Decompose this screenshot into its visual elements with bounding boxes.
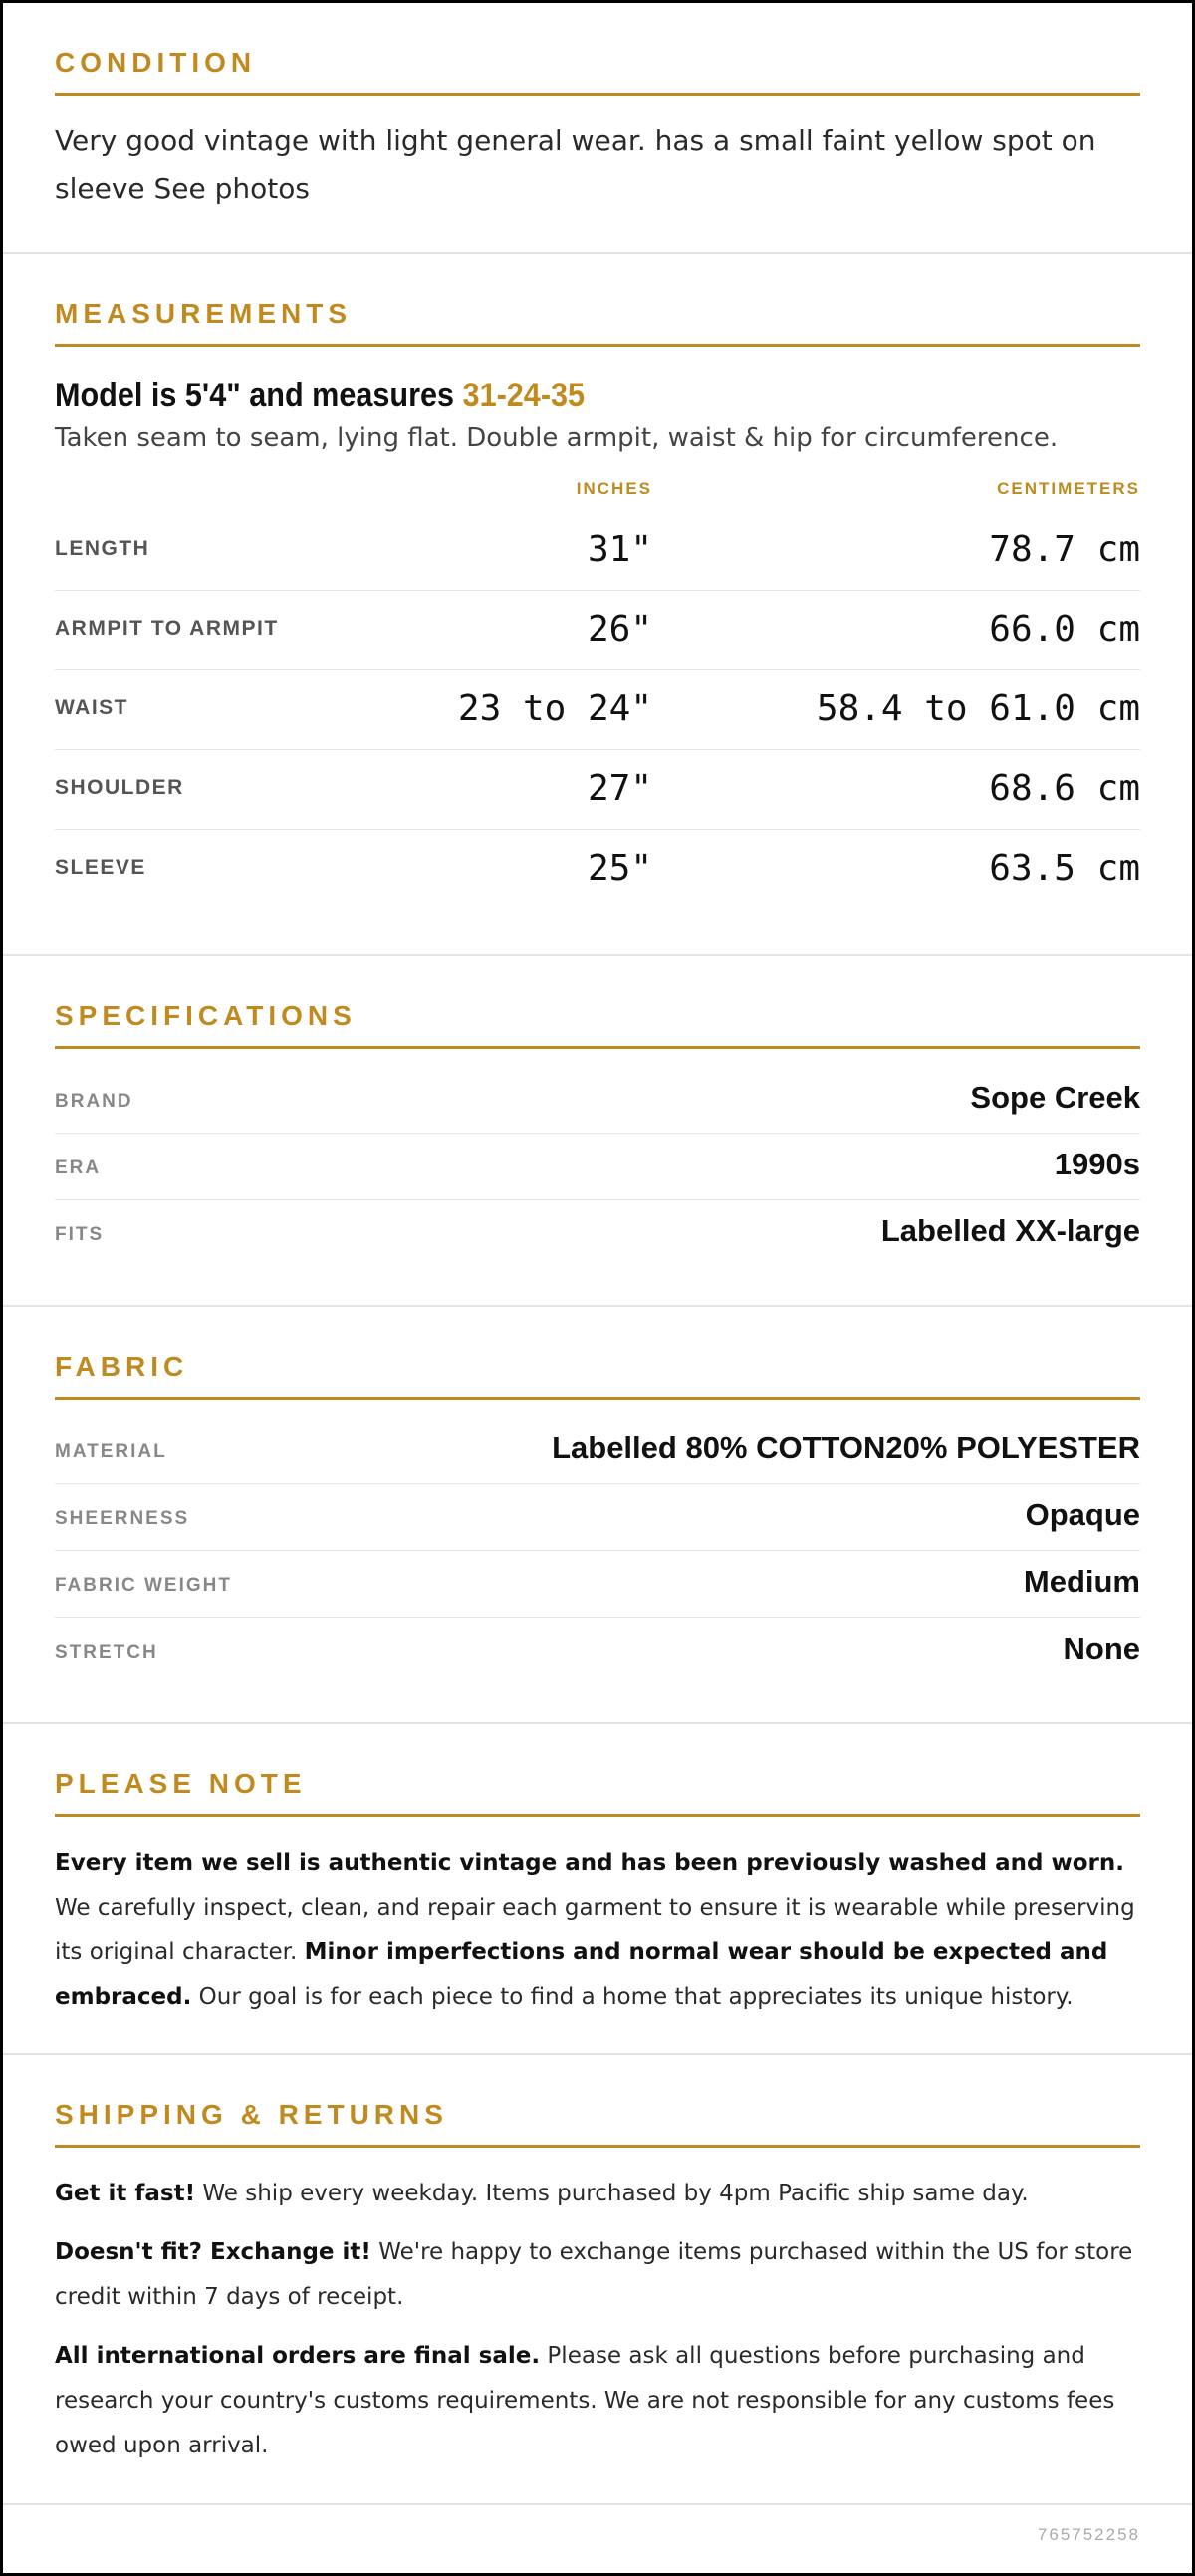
shipping-bold: Doesn't fit? Exchange it! <box>55 2239 371 2265</box>
specifications-list <box>55 1067 1140 1267</box>
fabric-row-material <box>55 1417 1140 1484</box>
spec-value: Sope Creek <box>970 1080 1140 1115</box>
measurement-label: SHOULDER <box>55 776 184 799</box>
model-numbers: 31-24-35 <box>462 377 586 414</box>
measurements-subtitle: Taken seam to seam, lying flat. Double armpit, waist & hip for circumference. <box>55 423 1059 453</box>
model-prefix: Model is 5'4" and measures <box>55 377 463 414</box>
measurement-row-length <box>55 511 1140 591</box>
spec-key: FITS <box>55 1224 105 1245</box>
measurement-label: WAIST <box>55 696 128 719</box>
spec-value: 1990s <box>1054 1147 1140 1181</box>
spec-row-era <box>55 1134 1140 1200</box>
fabric-key: MATERIAL <box>55 1441 167 1462</box>
fabric-section <box>3 1307 1192 1724</box>
note-bold-2: Minor imperfections and normal wear should be expected and embraced. <box>55 1939 1108 2010</box>
condition-heading: CONDITION <box>55 47 1140 96</box>
fabric-value: None <box>1063 1631 1140 1666</box>
fabric-value: Medium <box>1023 1564 1140 1599</box>
fabric-key: STRETCH <box>55 1642 158 1663</box>
fabric-key: SHEERNESS <box>55 1508 190 1529</box>
measurement-label: SLEEVE <box>55 856 146 879</box>
column-inches: INCHES <box>576 479 652 498</box>
shipping-paragraph-international <box>55 2334 1140 2468</box>
fabric-row-sheerness <box>55 1484 1140 1551</box>
footer <box>3 2505 1192 2575</box>
measurement-cm: 63.5 cm <box>989 848 1140 889</box>
shipping-text: We ship every weekday. Items purchased by 4pm Pacific ship same day. <box>195 2181 1029 2206</box>
shipping-paragraph-fast <box>55 2172 1140 2216</box>
measurement-inches: 27" <box>587 768 652 809</box>
specifications-heading: SPECIFICATIONS <box>55 1000 1140 1049</box>
measurement-row-armpit <box>55 591 1140 670</box>
measurements-table <box>55 511 1140 909</box>
measurements-heading: MEASUREMENTS <box>55 298 1140 347</box>
shipping-text: We're happy to exchange items purchased within the US for store credit within 7 days of receipt. <box>55 2239 1133 2310</box>
measurement-row-sleeve <box>55 830 1140 909</box>
measurement-inches: 26" <box>587 609 652 649</box>
shipping-paragraph-exchange <box>55 2230 1140 2320</box>
condition-section <box>3 3 1192 254</box>
shipping-bold: Get it fast! <box>55 2181 196 2206</box>
spec-row-brand <box>55 1067 1140 1134</box>
shipping-text: Please ask all questions before purchasing and research your country's customs requirements. We are not responsible for any customs fees owed upon arrival. <box>55 2343 1115 2458</box>
fabric-value: Opaque <box>1025 1497 1140 1532</box>
fabric-row-weight <box>55 1551 1140 1618</box>
measurement-inches: 25" <box>587 848 652 889</box>
note-text-2: Our goal is for each piece to find a home that appreciates its unique history. <box>191 1984 1074 2010</box>
measurement-inches: 31" <box>587 529 652 570</box>
measurement-label: LENGTH <box>55 537 150 560</box>
fabric-heading: FABRIC <box>55 1351 1140 1400</box>
column-centimeters: CENTIMETERS <box>997 479 1140 498</box>
please-note-section <box>3 1724 1192 2055</box>
shipping-bold: All international orders are final sale. <box>55 2343 541 2369</box>
measurement-cm: 78.7 cm <box>989 529 1140 570</box>
please-note-heading: PLEASE NOTE <box>55 1768 1140 1817</box>
shipping-heading: SHIPPING & RETURNS <box>55 2099 1140 2148</box>
specifications-section <box>3 956 1192 1307</box>
sku-number: 765752258 <box>1037 2525 1140 2544</box>
measurement-row-waist <box>55 670 1140 750</box>
measurement-inches: 23 to 24" <box>457 688 652 729</box>
measurement-cm: 66.0 cm <box>989 609 1140 649</box>
condition-text: Very good vintage with light general wear. has a small faint yellow spot on sleeve See photos <box>55 125 1096 205</box>
note-text-1: We carefully inspect, clean, and repair each garment to ensure it is wearable while preserving its original character. <box>55 1895 1135 1965</box>
please-note-text <box>55 1841 1140 2020</box>
shipping-returns-section <box>3 2055 1192 2505</box>
measurement-cm: 68.6 cm <box>989 768 1140 809</box>
fabric-row-stretch <box>55 1618 1140 1684</box>
spec-row-fits <box>55 1200 1140 1267</box>
fabric-list <box>55 1417 1140 1684</box>
measurement-label: ARMPIT TO ARMPIT <box>55 617 279 640</box>
fabric-value: Labelled 80% COTTON20% POLYESTER <box>552 1430 1140 1465</box>
spec-key: BRAND <box>55 1091 133 1112</box>
model-measurements <box>55 377 1032 415</box>
spec-value: Labelled XX-large <box>880 1213 1140 1248</box>
measurements-section <box>3 254 1192 956</box>
note-bold-1: Every item we sell is authentic vintage and has been previously washed and worn. <box>55 1850 1124 1876</box>
product-details-panel <box>3 3 1192 2573</box>
fabric-key: FABRIC WEIGHT <box>55 1575 232 1596</box>
measurement-cm: 58.4 to 61.0 cm <box>816 688 1140 729</box>
measurement-row-shoulder <box>55 750 1140 830</box>
spec-key: ERA <box>55 1158 102 1178</box>
measurements-table-header <box>55 471 1140 511</box>
